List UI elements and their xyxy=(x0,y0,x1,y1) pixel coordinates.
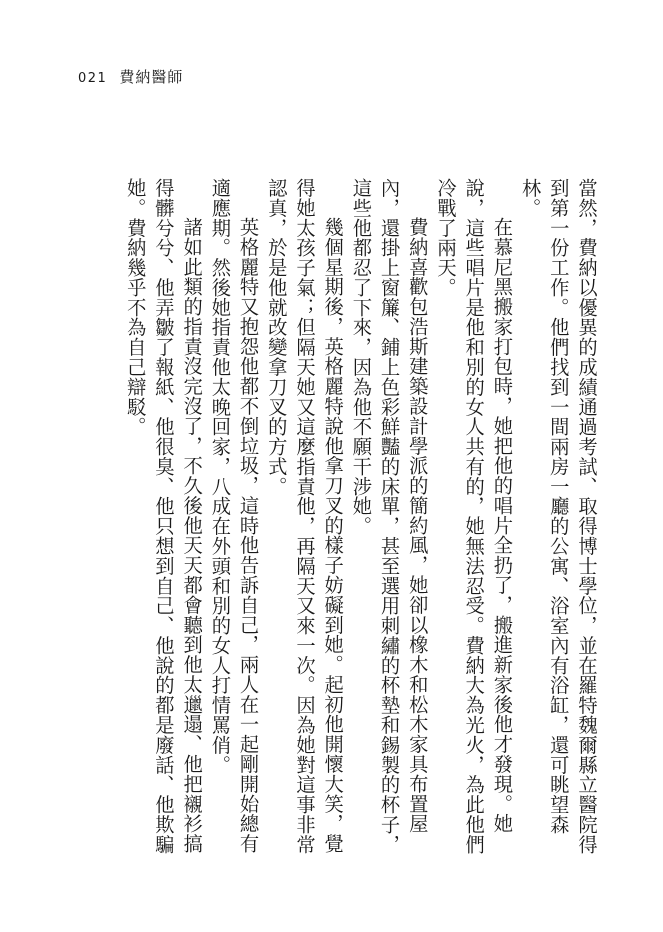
paragraph: 在慕尼黑搬家打包時，她把他的唱片全扔了，搬進新家後他才發現。她說，這些唱片是他和別的女人共有的，她無法忍受。費納大為光火，為此他們冷戰了兩天。 xyxy=(433,178,514,855)
page-header xyxy=(78,66,183,87)
body-text xyxy=(80,178,600,858)
page-number: 021 xyxy=(78,71,108,86)
paragraph: 當然，費納以優異的成績通過考試、取得博士學位，並在羅特魏爾縣立醫院得到第一份工作。他們找到一間兩房一廳的公寓、浴室內有浴缸，還可眺望森林。 xyxy=(518,178,598,855)
paragraph: 幾個星期後，英格麗特說他拿刀叉的樣子妨礙到她。起初他開懷大笑，覺得她太孩子氣；但隔天她又這麼指責他，再隔天又來一次。因為她對這事非常認真，於是他就改變拿刀叉的方式。 xyxy=(264,178,345,855)
paragraph: 費納喜歡包浩斯建築設計學派的簡約風，她卻以橡木和松木家具布置屋內，還掛上窗簾、鋪上色彩鮮豔的床單，甚至選用刺繡的杯墊和錫製的杯子，這些他都忍了下來，因為他不願干涉她。 xyxy=(349,178,429,855)
paragraph: 英格麗特又抱怨他都不倒垃圾，這時他告訴自己，兩人在一起剛開始總有適應期。然後她指責他太晚回家，八成在外頭和別的女人打情罵俏。 xyxy=(208,178,260,854)
book-title: 費納醫師 xyxy=(119,68,184,86)
paragraph: 諸如此類的指責沒完沒了，不久後他天天都會聽到他太邋遢、他把襯衫搞得髒兮兮、他弄皺了報紙、他很臭、他只想到自己、他說的都是廢話、他欺騙她。費納幾乎不為自己辯駁。 xyxy=(123,178,204,855)
